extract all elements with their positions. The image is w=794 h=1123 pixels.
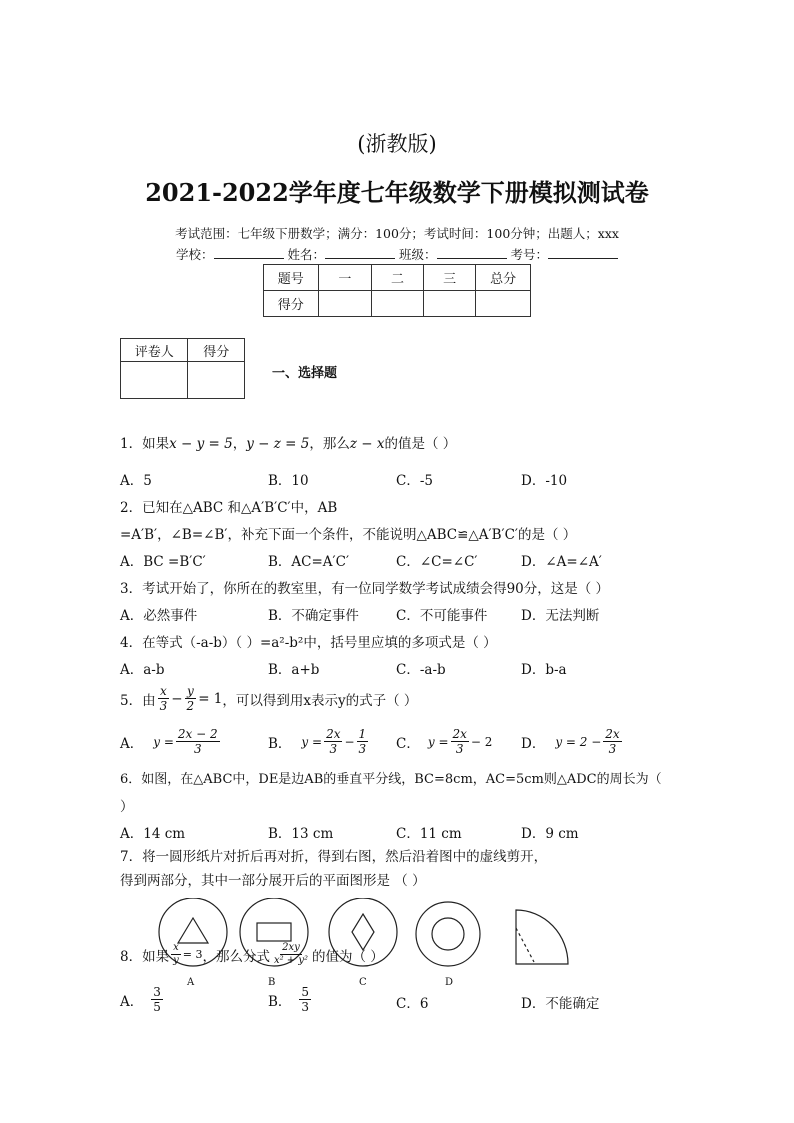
q5-b-den2: 3 <box>358 742 367 756</box>
score-header: 一 <box>318 265 372 291</box>
edition-label: (浙教版) <box>357 132 437 156</box>
q2-option-a[interactable]: A．BC =B′C′ <box>120 554 206 570</box>
q4-option-c[interactable]: C．-a-b <box>396 662 446 678</box>
q5-fraction-y <box>185 684 197 713</box>
question-2-line1: 2．已知在△ABC 和△A′B′C′中，AB <box>120 500 338 516</box>
school-label: 学校： <box>175 247 214 262</box>
q8-suffix: 的值为（ ） <box>312 948 384 965</box>
q5-prefix: 5．由 <box>120 692 156 709</box>
q1-sep: ， <box>232 436 247 452</box>
q5-option-d[interactable] <box>521 727 624 756</box>
q8-b-num: 5 <box>301 985 310 999</box>
q5-b-fraction2 <box>357 727 369 756</box>
q8-option-a[interactable] <box>120 985 165 1014</box>
q1-expr3: z − x <box>349 436 385 452</box>
score-header: 总分 <box>476 265 531 291</box>
q5-option-a[interactable] <box>120 727 222 756</box>
q8-f2-num: 2xy <box>282 942 300 953</box>
q8-a-fraction <box>151 985 163 1014</box>
q5-option-b[interactable] <box>268 727 370 756</box>
q5-d-label: D． <box>521 735 546 752</box>
q5-d-den: 3 <box>608 742 617 756</box>
q3-option-d[interactable]: D．无法判断 <box>521 608 600 624</box>
q8-eq: = 3 <box>182 948 203 961</box>
page-title: 2021-2022学年度七年级数学下册模拟测试卷 <box>145 178 649 207</box>
q5-d-lhs: y = 2 − <box>555 734 602 749</box>
q8-b-label: B． <box>268 993 292 1010</box>
q8-mid: ，那么分式 <box>202 948 270 965</box>
q4-option-b[interactable]: B．a+b <box>268 662 320 678</box>
q1-expr2: y − z = 5 <box>246 436 310 452</box>
q5-f1-num: x <box>160 684 167 698</box>
q8-option-d[interactable]: D．不能确定 <box>521 996 600 1012</box>
q3-option-c[interactable]: C．不可能事件 <box>396 608 488 624</box>
q1-option-b[interactable]: B．10 <box>268 473 309 489</box>
question-1 <box>120 432 456 452</box>
q5-minus: − <box>171 690 183 707</box>
q8-a-num: 3 <box>153 985 161 999</box>
figure-label-a: A <box>187 977 195 988</box>
q5-suffix: ，可以得到用x表示y的式子（ ） <box>222 692 418 709</box>
question-8 <box>120 942 384 967</box>
score-cell[interactable] <box>372 291 424 317</box>
q5-b-lhs: y = <box>301 734 323 749</box>
question-7-line1: 7．将一圆形纸片对折后再对折，得到右图，然后沿着图中的虚线剪开， <box>120 849 548 865</box>
q8-fraction-2xy <box>272 942 310 967</box>
q5-a-num: 2x − 2 <box>177 727 218 741</box>
question-2-line2: =A′B′，∠B=∠B′，补充下面一个条件，不能说明△ABC≌△A′B′C′的是（ ） <box>120 527 577 543</box>
q5-c-lhs: y = <box>427 734 449 749</box>
q5-b-fraction1 <box>324 727 342 756</box>
q2-option-c[interactable]: C．∠C=∠C′ <box>396 554 478 570</box>
q1-expr1: x − y = 5 <box>169 436 233 452</box>
score-header: 二 <box>372 265 424 291</box>
q5-c-fraction <box>451 727 469 756</box>
figure-label-c: C <box>359 977 367 988</box>
q5-c-label: C． <box>396 735 420 752</box>
q5-b-num1: 2x <box>326 727 341 741</box>
q3-option-a[interactable]: A．必然事件 <box>120 608 198 624</box>
q8-fraction-xy <box>171 942 181 967</box>
q8-f2-den: x² + y² <box>273 955 309 966</box>
question-6-line1: 6．如图，在△ABC中，DE是边AB的垂直平分线，BC=8cm，AC=5cm则△ADC的周长为（ <box>120 772 662 787</box>
student-fields <box>0 245 794 263</box>
score-cell[interactable] <box>476 291 531 317</box>
q5-a-den: 3 <box>193 742 202 756</box>
grader-table <box>120 338 245 399</box>
folded-quarter-circle-icon <box>516 910 568 964</box>
q5-c-den: 3 <box>455 742 464 756</box>
q1-option-d[interactable]: D．-10 <box>521 473 568 489</box>
q5-f2-num: y <box>186 684 194 698</box>
question-7-line2: 得到两部分，其中一部分展开后的平面图形是 （ ） <box>120 873 426 889</box>
score-table <box>263 264 531 317</box>
q8-a-label: A． <box>120 993 144 1010</box>
q5-b-minus: − <box>344 734 355 749</box>
q5-c-rest: − 2 <box>470 734 493 749</box>
q5-d-num: 2x <box>605 727 620 741</box>
q5-b-label: B． <box>268 735 292 752</box>
q1-prefix: 1．如果 <box>120 436 170 452</box>
q1-option-a[interactable]: A．5 <box>120 473 152 489</box>
q8-option-b[interactable] <box>268 985 313 1014</box>
q5-b-num2: 1 <box>358 727 367 741</box>
q5-a-label: A． <box>120 735 144 752</box>
question-5 <box>120 684 417 713</box>
q5-eq: = 1 <box>198 690 223 707</box>
q1-mid: ，那么 <box>309 436 350 452</box>
q8-b-den: 3 <box>301 1000 310 1014</box>
section-heading: 一、选择题 <box>272 366 338 381</box>
q8-f1-den: y <box>173 955 179 966</box>
q6-option-c[interactable]: C．11 cm <box>396 826 462 842</box>
question-6-line2: ） <box>120 799 134 815</box>
score-row-label: 得分 <box>264 291 319 317</box>
q5-fraction-x <box>158 684 170 713</box>
q4-option-a[interactable]: A．a-b <box>120 662 165 678</box>
q3-option-b[interactable]: B．不确定事件 <box>268 608 359 624</box>
q5-c-num: 2x <box>452 727 467 741</box>
figure-label-d: D <box>445 977 454 988</box>
q5-f1-den: 3 <box>159 699 168 713</box>
q8-f1-num: x <box>173 942 179 953</box>
exam-number-label: 考号： <box>510 247 548 262</box>
q8-b-fraction <box>299 985 311 1014</box>
score-header: 三 <box>423 265 476 291</box>
grader-header: 得分 <box>188 339 245 362</box>
q8-prefix: 8．如果 <box>120 948 170 965</box>
grader-header: 评卷人 <box>121 339 188 362</box>
q5-a-fraction <box>176 727 220 756</box>
score-cell[interactable] <box>318 291 372 317</box>
exam-meta-line: 考试范围：七年级下册数学；满分：100分；考试时间：100分钟；出题人；xxx <box>175 226 619 241</box>
q6-option-b[interactable]: B．13 cm <box>268 826 334 842</box>
q5-f2-den: 2 <box>186 699 195 713</box>
q4-option-d[interactable]: D．b-a <box>521 662 567 678</box>
q6-option-d[interactable]: D．9 cm <box>521 826 579 842</box>
q8-a-den: 5 <box>153 1000 161 1014</box>
q5-b-den1: 3 <box>329 742 338 756</box>
score-header: 题号 <box>264 265 319 291</box>
exam-number-blank[interactable] <box>548 246 618 259</box>
q2-option-d[interactable]: D．∠A=∠A′ <box>521 554 602 570</box>
q5-d-fraction <box>603 727 621 756</box>
class-label: 班级： <box>398 247 437 262</box>
q1-option-c[interactable]: C．-5 <box>396 473 433 489</box>
score-cell[interactable] <box>423 291 476 317</box>
question-4: 4．在等式（-a-b）（ ）=a²-b²中，括号里应填的多项式是（ ） <box>120 635 497 651</box>
q5-a-lhs: y = <box>153 734 174 749</box>
q2-option-b[interactable]: B．AC=A′C′ <box>268 554 350 570</box>
q6-option-a[interactable]: A．14 cm <box>120 826 186 842</box>
figure-d-ring-icon[interactable] <box>416 902 480 966</box>
name-label: 姓名： <box>287 247 325 262</box>
school-blank[interactable] <box>214 246 284 259</box>
name-blank[interactable] <box>325 246 395 259</box>
figure-label-b: B <box>268 977 276 988</box>
q8-option-c[interactable]: C．6 <box>396 996 429 1012</box>
q5-option-c[interactable] <box>396 727 492 756</box>
class-blank[interactable] <box>437 246 507 259</box>
grader-cell[interactable] <box>188 362 245 399</box>
question-3: 3．考试开始了，你所在的教室里，有一位同学数学考试成绩会得90分，这是（ ） <box>120 581 610 597</box>
q1-suffix: 的值是（ ） <box>384 436 457 452</box>
grader-cell[interactable] <box>121 362 188 399</box>
